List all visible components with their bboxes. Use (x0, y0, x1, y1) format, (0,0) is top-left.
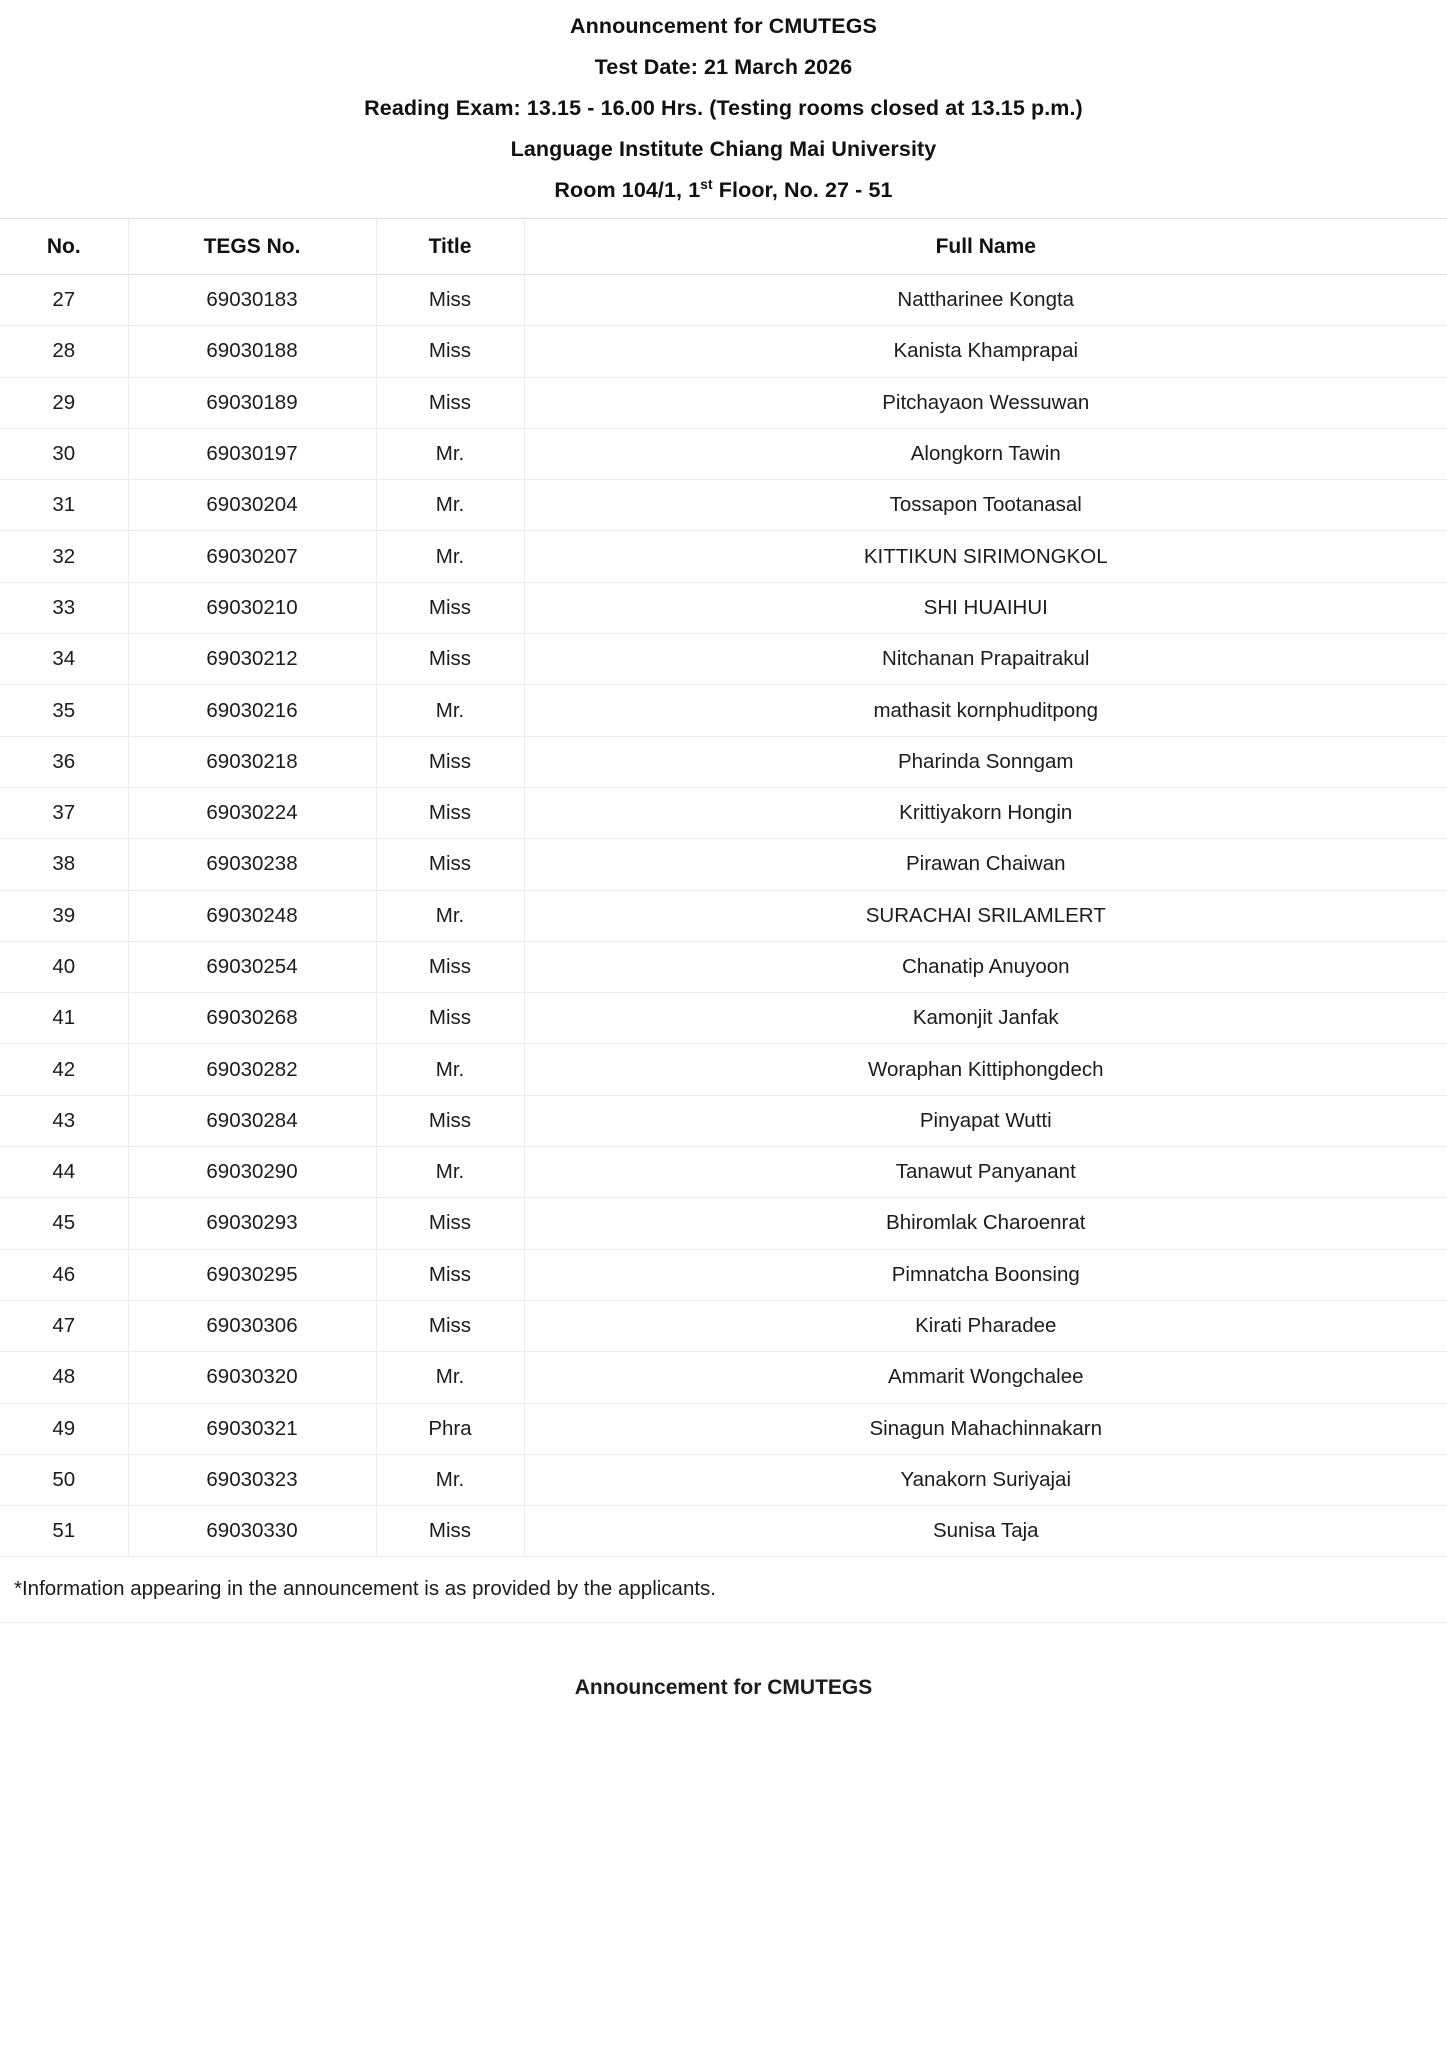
cell-tegs-no: 69030216 (128, 685, 376, 736)
cell-full-name: Pirawan Chaiwan (524, 839, 1447, 890)
cell-no: 35 (0, 685, 128, 736)
cell-no: 42 (0, 1044, 128, 1095)
table-row (0, 1300, 1447, 1351)
table-row (0, 1249, 1447, 1300)
cell-tegs-no: 69030290 (128, 1147, 376, 1198)
cell-no: 38 (0, 839, 128, 890)
column-header-tegs-no: TEGS No. (128, 219, 376, 275)
cell-full-name: Alongkorn Tawin (524, 428, 1447, 479)
header-line-test-date: Test Date: 21 March 2026 (594, 55, 853, 79)
cell-tegs-no: 69030320 (128, 1352, 376, 1403)
cell-no: 40 (0, 941, 128, 992)
cell-title: Miss (376, 1198, 524, 1249)
cell-tegs-no: 69030321 (128, 1403, 376, 1454)
cell-full-name: Pharinda Sonngam (524, 736, 1447, 787)
cell-tegs-no: 69030254 (128, 941, 376, 992)
header-line-announcement: Announcement for CMUTEGS (570, 14, 877, 38)
cell-full-name: Pitchayaon Wessuwan (524, 377, 1447, 428)
cell-no: 37 (0, 787, 128, 838)
column-header-full-name: Full Name (524, 219, 1447, 275)
cell-full-name: KITTIKUN SIRIMONGKOL (524, 531, 1447, 582)
cell-tegs-no: 69030218 (128, 736, 376, 787)
cell-full-name: Nitchanan Prapaitrakul (524, 634, 1447, 685)
cell-full-name: Bhiromlak Charoenrat (524, 1198, 1447, 1249)
cell-title: Miss (376, 941, 524, 992)
cell-title: Miss (376, 839, 524, 890)
cell-title: Miss (376, 377, 524, 428)
cell-no: 51 (0, 1506, 128, 1557)
cell-no: 49 (0, 1403, 128, 1454)
cell-title: Mr. (376, 428, 524, 479)
table-row (0, 1506, 1447, 1557)
room-line-ordinal-suffix: st (700, 176, 713, 192)
cell-no: 39 (0, 890, 128, 941)
cell-tegs-no: 69030207 (128, 531, 376, 582)
table-row (0, 685, 1447, 736)
footnote-row (0, 1557, 1447, 1623)
room-line-remainder: Floor, No. 27 - 51 (712, 178, 893, 202)
table-row (0, 1454, 1447, 1505)
cell-full-name: Yanakorn Suriyajai (524, 1454, 1447, 1505)
cell-full-name: Sunisa Taja (524, 1506, 1447, 1557)
table-row (0, 634, 1447, 685)
cell-tegs-no: 69030295 (128, 1249, 376, 1300)
table-row (0, 1095, 1447, 1146)
cell-title: Miss (376, 326, 524, 377)
table-row (0, 1352, 1447, 1403)
room-line-prefix: Room 104/1, 1 (554, 178, 701, 202)
cell-title: Miss (376, 1249, 524, 1300)
table-row (0, 941, 1447, 992)
cell-full-name: SURACHAI SRILAMLERT (524, 890, 1447, 941)
header-line-exam-time: Reading Exam: 13.15 - 16.00 Hrs. (Testing rooms closed at 13.15 p.m.) (364, 96, 1083, 120)
cell-tegs-no: 69030282 (128, 1044, 376, 1095)
cell-no: 46 (0, 1249, 128, 1300)
cell-title: Miss (376, 787, 524, 838)
column-header-title: Title (376, 219, 524, 275)
table-row (0, 787, 1447, 838)
table-row (0, 582, 1447, 633)
page-bottom-overflow (0, 1623, 1447, 1707)
cell-full-name: Kamonjit Janfak (524, 993, 1447, 1044)
cell-tegs-no: 69030248 (128, 890, 376, 941)
cell-title: Mr. (376, 480, 524, 531)
column-header-no: No. (0, 219, 128, 275)
cell-title: Miss (376, 736, 524, 787)
cell-full-name: Pinyapat Wutti (524, 1095, 1447, 1146)
cell-no: 48 (0, 1352, 128, 1403)
cell-tegs-no: 69030197 (128, 428, 376, 479)
cell-title: Mr. (376, 685, 524, 736)
table-row (0, 275, 1447, 326)
cell-tegs-no: 69030224 (128, 787, 376, 838)
table-header-row (0, 219, 1447, 275)
cell-title: Phra (376, 1403, 524, 1454)
table-header (0, 219, 1447, 275)
cell-no: 47 (0, 1300, 128, 1351)
cell-title: Mr. (376, 1352, 524, 1403)
cell-tegs-no: 69030268 (128, 993, 376, 1044)
cell-title: Miss (376, 634, 524, 685)
table-row (0, 428, 1447, 479)
cell-no: 29 (0, 377, 128, 428)
cell-full-name: Chanatip Anuyoon (524, 941, 1447, 992)
cell-tegs-no: 69030293 (128, 1198, 376, 1249)
cell-full-name: SHI HUAIHUI (524, 582, 1447, 633)
table-row (0, 326, 1447, 377)
table-row (0, 736, 1447, 787)
footnote-text: *Information appearing in the announcement is as provided by the applicants. (14, 1577, 717, 1601)
cell-tegs-no: 69030284 (128, 1095, 376, 1146)
table-body (0, 275, 1447, 1557)
table-row (0, 839, 1447, 890)
cell-tegs-no: 69030188 (128, 326, 376, 377)
table-row (0, 1403, 1447, 1454)
header-line-venue: Language Institute Chiang Mai University (510, 137, 937, 161)
cell-tegs-no: 69030183 (128, 275, 376, 326)
table-row (0, 993, 1447, 1044)
cell-tegs-no: 69030212 (128, 634, 376, 685)
cell-title: Miss (376, 1300, 524, 1351)
cell-tegs-no: 69030189 (128, 377, 376, 428)
cell-no: 33 (0, 582, 128, 633)
cell-title: Miss (376, 993, 524, 1044)
cell-full-name: Kirati Pharadee (524, 1300, 1447, 1351)
cell-full-name: mathasit kornphuditpong (524, 685, 1447, 736)
cell-no: 44 (0, 1147, 128, 1198)
cell-no: 28 (0, 326, 128, 377)
cell-tegs-no: 69030204 (128, 480, 376, 531)
cell-full-name: Tanawut Panyanant (524, 1147, 1447, 1198)
cell-full-name: Sinagun Mahachinnakarn (524, 1403, 1447, 1454)
cell-no: 45 (0, 1198, 128, 1249)
cell-title: Miss (376, 275, 524, 326)
cell-title: Mr. (376, 1454, 524, 1505)
cell-title: Miss (376, 1506, 524, 1557)
cell-no: 32 (0, 531, 128, 582)
cell-title: Mr. (376, 1147, 524, 1198)
cell-full-name: Pimnatcha Boonsing (524, 1249, 1447, 1300)
cell-tegs-no: 69030238 (128, 839, 376, 890)
cell-title: Mr. (376, 890, 524, 941)
table-row (0, 1147, 1447, 1198)
clipped-next-page-text: Announcement for CMUTEGS (574, 1676, 873, 1700)
cell-no: 31 (0, 480, 128, 531)
cell-full-name: Tossapon Tootanasal (524, 480, 1447, 531)
table-row (0, 1044, 1447, 1095)
table-row (0, 1198, 1447, 1249)
table-row (0, 531, 1447, 582)
cell-title: Miss (376, 1095, 524, 1146)
cell-no: 50 (0, 1454, 128, 1505)
cell-no: 36 (0, 736, 128, 787)
cell-title: Miss (376, 582, 524, 633)
cell-no: 34 (0, 634, 128, 685)
cell-no: 27 (0, 275, 128, 326)
cell-no: 30 (0, 428, 128, 479)
cell-title: Mr. (376, 531, 524, 582)
table-row (0, 890, 1447, 941)
cell-full-name: Krittiyakorn Hongin (524, 787, 1447, 838)
document-header (0, 0, 1447, 211)
cell-tegs-no: 69030306 (128, 1300, 376, 1351)
table-row (0, 480, 1447, 531)
cell-no: 41 (0, 993, 128, 1044)
cell-no: 43 (0, 1095, 128, 1146)
table-row (0, 377, 1447, 428)
cell-title: Mr. (376, 1044, 524, 1095)
cell-full-name: Kanista Khamprapai (524, 326, 1447, 377)
header-line-room (0, 170, 1447, 211)
cell-tegs-no: 69030210 (128, 582, 376, 633)
cell-full-name: Nattharinee Kongta (524, 275, 1447, 326)
cell-tegs-no: 69030323 (128, 1454, 376, 1505)
cell-full-name: Ammarit Wongchalee (524, 1352, 1447, 1403)
applicant-roster-table (0, 218, 1447, 1557)
cell-tegs-no: 69030330 (128, 1506, 376, 1557)
cell-full-name: Woraphan Kittiphongdech (524, 1044, 1447, 1095)
